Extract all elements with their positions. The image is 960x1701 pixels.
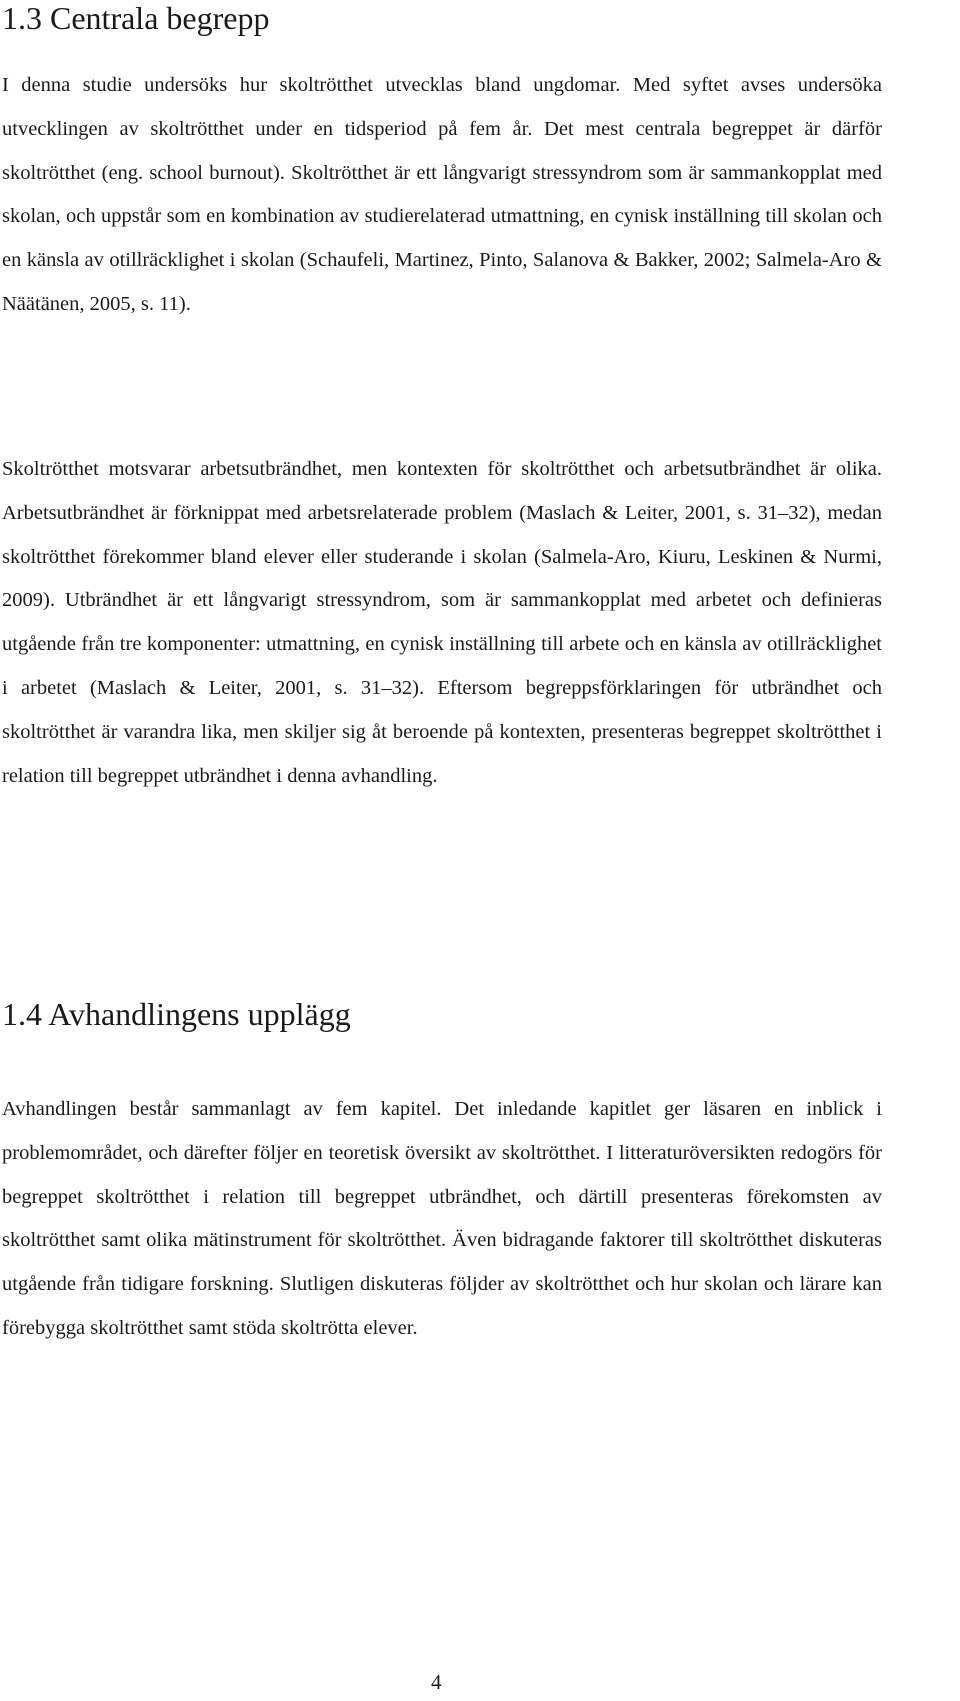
paragraph-burnout-comparison: Skoltrötthet motsvarar arbetsutbrändhet, men kontexten för skoltrötthet och arbetsutbrändhet är olika. Arbetsutbrändhet är förknippat med arbetsrelaterade problem (Maslach & Leiter, 2001, s. 31–32), medan skoltrötthet förekommer bland elever eller studerande i skolan (Salmela-Aro, Kiuru, Leskinen & Nurmi, 2009). Utbrändhet är ett långvarigt stressyndrom, som är sammankopplat med arbetet och definieras utgående från tre komponenter: utmattning, en cynisk inställning till arbete och en känsla av otillräcklighet i arbetet (Maslach & Leiter, 2001, s. 31–32). Eftersom begreppsförklaringen för utbrändhet och skoltrötthet är varandra lika, men skiljer sig åt beroende på kontexten, presenteras begreppet skoltrötthet i relation till begreppet utbrändhet i denna avhandling. (2, 458, 882, 787)
paragraph-central-concepts: I denna studie undersöks hur skoltrötthet utvecklas bland ungdomar. Med syftet avses undersöka utvecklingen av skoltrötthet under en tidsperiod på fem år. Det mest centrala begreppet är därför skoltrötthet (eng. school burnout). Skoltrötthet är ett långvarigt stressyndrom som är sammankopplat med skolan, och uppstår som en kombination av studierelaterad utmattning, en cynisk inställning till skolan och en känsla av otillräcklighet i skolan (Schaufeli, Martinez, Pinto, Salanova & Bakker, 2002; Salmela-Aro & Näätänen, 2005, s. 11). (2, 74, 882, 315)
section-heading-1-3: 1.3 Centrala begrepp (2, 0, 270, 36)
section-heading-1-4: 1.4 Avhandlingens upplägg (2, 996, 351, 1032)
page-number: 4 (431, 1670, 442, 1694)
paragraph-thesis-outline: Avhandlingen består sammanlagt av fem kapitel. Det inledande kapitlet ger läsaren en inblick i problemområdet, och därefter följer en teoretisk översikt av skoltrötthet. I litteraturöversikten redogörs för begreppet skoltrötthet i relation till begreppet utbrändhet, och därtill presenteras förekomsten av skoltrötthet samt olika mätinstrument för skoltrötthet. Även bidragande faktorer till skoltrötthet diskuteras utgående från tidigare forskning. Slutligen diskuteras följder av skoltrötthet och hur skolan och lärare kan förebygga skoltrötthet samt stöda skoltrötta elever. (2, 1098, 882, 1339)
